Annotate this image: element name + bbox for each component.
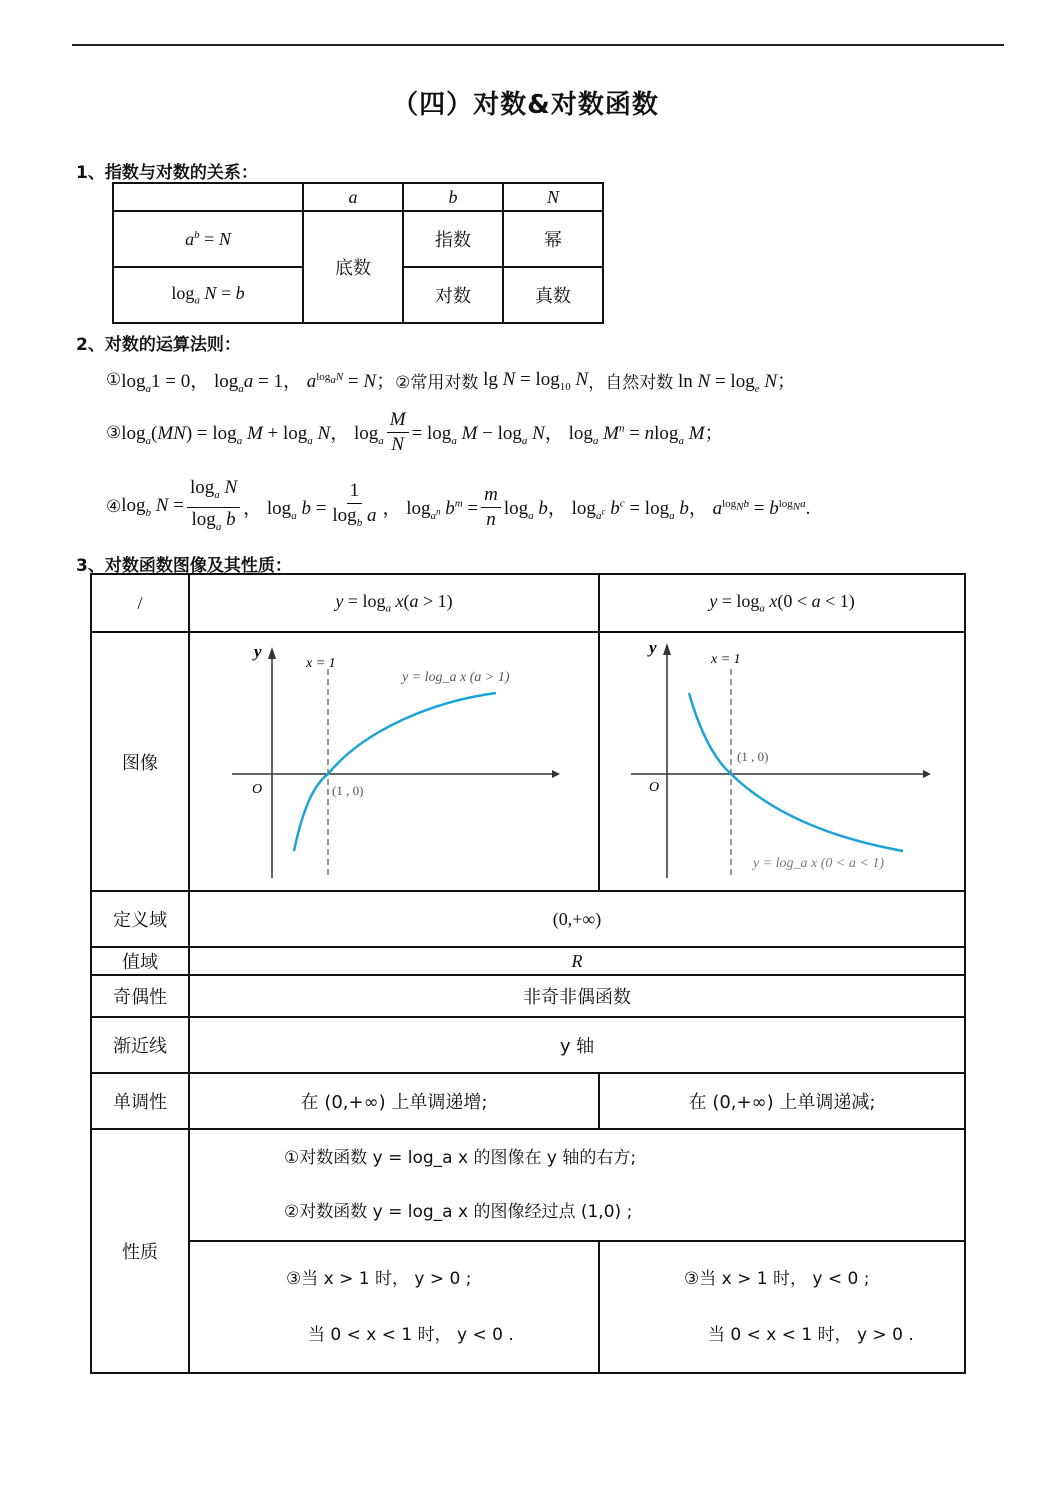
row-graph-label: 图像 <box>91 632 189 891</box>
power-cell: 幂 <box>503 211 603 267</box>
property-common-cell <box>189 1129 965 1241</box>
origin-label: O <box>649 780 660 795</box>
monotonic-decreasing: 在 (0,+∞) 上单调递减; <box>599 1073 965 1129</box>
common-log-label: ②常用对数 <box>395 372 479 393</box>
header-a: a <box>303 183 403 211</box>
page-title: （四）对数&对数函数 <box>392 90 659 120</box>
curve-label: y = log_a x (0 < a < 1) <box>753 856 884 871</box>
section3-heading: 3、对数函数图像及其性质： <box>76 556 292 576</box>
asymptote-value: y 轴 <box>189 1017 965 1073</box>
property-3-left-b: 当 0 < x < 1 时， y < 0 . <box>308 1325 514 1345</box>
row-monotonic-label: 单调性 <box>91 1073 189 1129</box>
top-rule <box>72 44 1004 46</box>
section2-heading: 2、对数的运算法则： <box>76 335 241 355</box>
property-3-left-a: ③当 x > 1 时， y > 0 ; <box>286 1269 472 1289</box>
natural-log-label: ，自然对数 <box>588 372 674 393</box>
exp-log-relation-table <box>112 182 604 324</box>
y-label: y <box>254 642 262 661</box>
point-label: (1 , 0) <box>737 749 769 764</box>
curve-label: y = log_a x (a > 1) <box>402 670 510 685</box>
x-axis-arrow <box>552 770 560 778</box>
property-1: ①对数函数 y = log_a x 的图像在 y 轴的右方; <box>284 1148 637 1168</box>
monotonic-increasing: 在 (0,+∞) 上单调递增; <box>189 1073 599 1129</box>
y-label: y <box>649 638 657 657</box>
circle-1: ① <box>106 370 122 391</box>
property-3-right-cell <box>599 1241 965 1373</box>
property-3-right-a: ③当 x > 1 时， y < 0 ; <box>684 1269 870 1289</box>
row-parity-label: 奇偶性 <box>91 975 189 1017</box>
property-3-right-b: 当 0 < x < 1 时， y > 0 . <box>708 1325 914 1345</box>
log-curve-decreasing <box>689 693 903 851</box>
rule-line-1: ① $\log_a1 = 0$， $\log_aa = 1$， $a^{log_aN} = N$； ②常用对数 $\lg N = \log_{10} N$ ，自然对数 $\ln N = \log_e N$； <box>106 368 797 395</box>
row-domain-label: 定义域 <box>91 891 189 947</box>
header-case-a-lt-1: $y = \log_a x(0 < a < 1)$ <box>599 574 965 632</box>
row-range-label: 值域 <box>91 947 189 975</box>
point-label: (1 , 0) <box>332 783 364 798</box>
rule-line-3: ③ $\log_a(MN) = \log_a M + \log_a N$， $\log_a$ $\frac{M}{N}$ = $\log_a M - \log_a N$， $\log_a M^n = nlog_a$ M； <box>106 409 724 455</box>
row-property-label: 性质 <box>91 1129 189 1373</box>
x1-label: x = 1 <box>306 656 336 671</box>
antilog-cell: 真数 <box>503 267 603 323</box>
range-value: R <box>189 947 965 975</box>
rule-line-4: ④ $\log_b N$ = $\frac{\log_a N}{\log_a b}$ ， $\log_a b$ = $\frac{1}{\log_b a}$ ， $\log_{a^n} b^m$ = $\frac{m}{n}$ $\log_a b$， $\log_{a^c} b^c = \log_a b$， $a^{log_Nb} = b^{log_Na}$. <box>106 477 811 533</box>
header-slash: / <box>91 574 189 632</box>
circle-3: ③ <box>106 422 122 443</box>
circle-4: ④ <box>106 497 122 518</box>
graph-increasing <box>196 633 592 885</box>
corner-cell <box>113 183 303 211</box>
domain-value: (0,+∞) <box>189 891 965 947</box>
row1-formula: $a^b = N$ <box>113 211 303 267</box>
header-b: b <box>403 183 503 211</box>
exponent-cell: 指数 <box>403 211 503 267</box>
logarithm-cell: 对数 <box>403 267 503 323</box>
graph-increasing-cell <box>189 632 599 891</box>
section1-heading: 1、指数与对数的关系： <box>76 163 258 183</box>
origin-label: O <box>252 782 263 797</box>
graph-decreasing-cell <box>599 632 965 891</box>
base-cell: 底数 <box>303 211 403 323</box>
header-case-a-gt-1: $y = \log_a x(a > 1)$ <box>189 574 599 632</box>
property-2: ②对数函数 y = log_a x 的图像经过点 (1,0) ; <box>284 1202 633 1222</box>
log-function-properties-table <box>90 573 966 1374</box>
log-curve-increasing <box>294 693 496 851</box>
y-axis-arrow <box>268 647 276 659</box>
y-axis-arrow <box>663 643 671 655</box>
row2-formula: $\log_a N = b$ <box>113 267 303 323</box>
row-asymptote-label: 渐近线 <box>91 1017 189 1073</box>
x1-label: x = 1 <box>711 652 741 667</box>
header-N: N <box>503 183 603 211</box>
property-3-left-cell <box>189 1241 599 1373</box>
graph-decreasing <box>601 633 963 885</box>
parity-value: 非奇非偶函数 <box>189 975 965 1017</box>
x-axis-arrow <box>923 770 931 778</box>
